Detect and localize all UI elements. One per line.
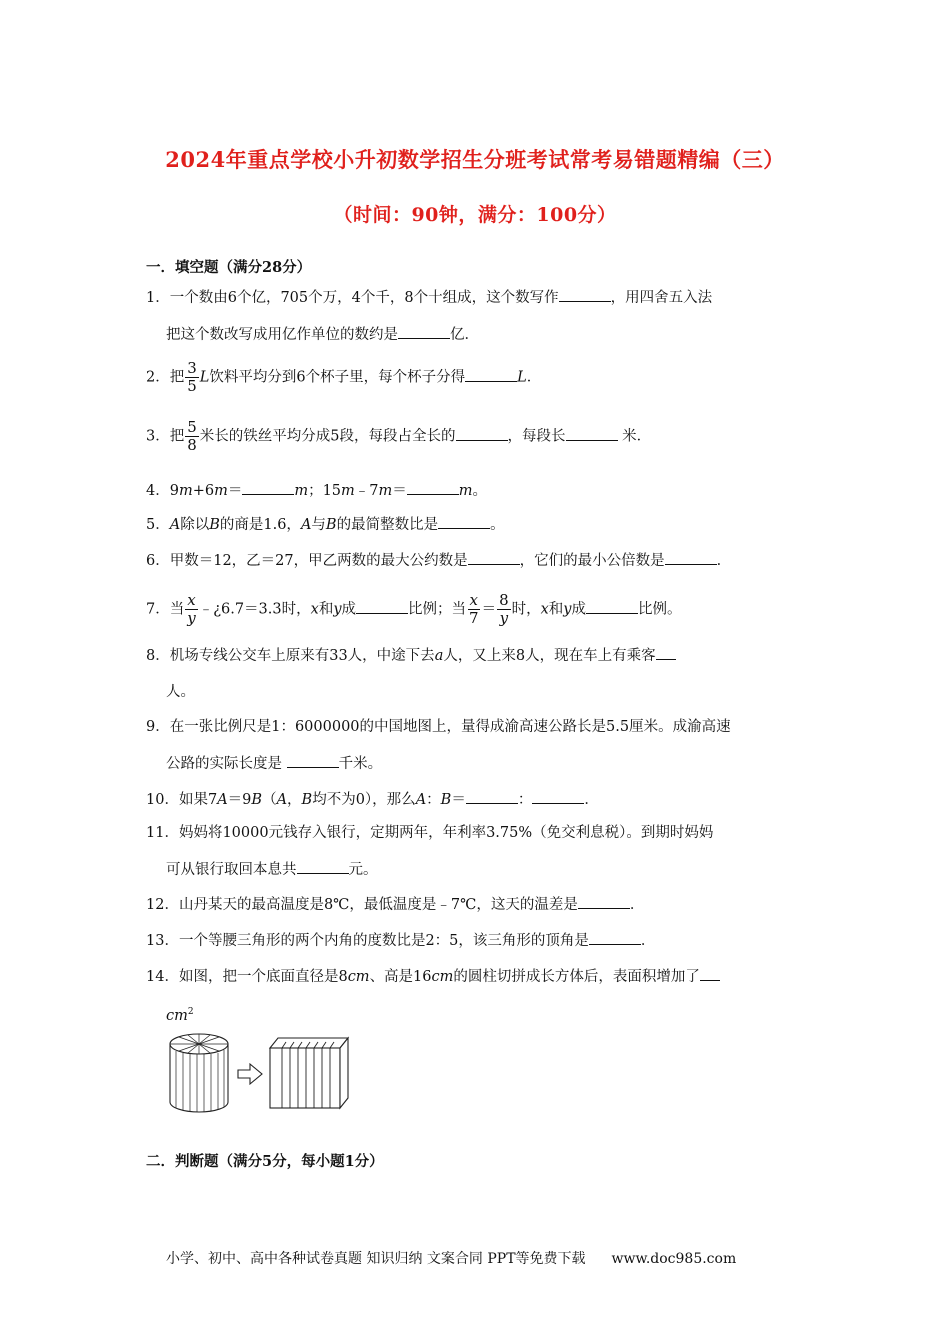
question-9-line-2: 公路的实际长度是 千米。 (166, 753, 382, 774)
answer-blank[interactable] (559, 287, 611, 302)
answer-blank[interactable] (242, 480, 294, 495)
answer-blank[interactable] (456, 426, 508, 441)
answer-blank[interactable] (468, 550, 520, 565)
fraction: $\frac{5}{8}$ (187, 418, 197, 454)
footer-link[interactable]: www.doc985.com (611, 1251, 737, 1267)
answer-blank[interactable] (466, 789, 518, 804)
answer-blank[interactable] (532, 789, 584, 804)
answer-blank[interactable] (589, 930, 641, 945)
section-heading-fill-blank: 一．填空题（满分28分） (146, 259, 312, 276)
page-title: 2024年重点学校小升初数学招生分班考试常考易错题精编（三） (165, 147, 785, 172)
question-10: 10．如果7A＝9B（A，B均不为0），那么A：B＝ ： ． (146, 789, 599, 810)
cylinder-drawing (170, 1034, 228, 1112)
answer-blank[interactable] (566, 426, 618, 441)
question-2: 2．把 $\frac{3}{5}$ L饮料平均分到6个杯子里，每个杯子分得 L． (146, 359, 542, 395)
arrow-icon (238, 1064, 262, 1084)
question-3: 3．把 $\frac{5}{8}$ 米长的铁丝平均分成5段，每段占全长的 ，每段长 米． (146, 418, 652, 454)
answer-blank[interactable] (356, 599, 408, 614)
answer-blank[interactable] (665, 550, 717, 565)
question-7: 7．当 $\frac{x}{y}$ ﹣¿6.7＝3.3时，x和y成 比例；当 $\frac{x}{7}$ ＝ $\frac{8}{y}$ 时，x和y成 比例。 (146, 591, 682, 627)
question-14: 14．如图，把一个底面直径是8cm、高是16cm的圆柱切拼成长方体后，表面积增加了 (146, 966, 720, 987)
question-11-line-2: 可从银行取回本息共 元。 (166, 859, 378, 880)
page-footer (166, 1248, 736, 1268)
answer-blank[interactable] (297, 859, 349, 874)
question-14-unit: $cm^2$ (166, 1007, 194, 1024)
answer-blank[interactable] (586, 599, 638, 614)
question-9-line-1: 9．在一张比例尺是1：6000000的中国地图上，量得成渝高速公路长是5.5厘米。成渝高速 (146, 719, 731, 735)
fraction: $\frac{x}{y}$ (187, 591, 196, 627)
footer-text: 小学、初中、高中各种试卷真题 知识归纳 文案合同 PPT等免费下载 (166, 1251, 586, 1267)
page-subtitle: （时间：90钟，满分：100分） (333, 204, 617, 226)
question-13: 13．一个等腰三角形的两个内角的度数比是2：5，该三角形的顶角是 ． (146, 930, 655, 951)
fraction: $\frac{8}{y}$ (499, 591, 509, 627)
answer-blank[interactable] (578, 894, 630, 909)
answer-blank[interactable] (407, 480, 459, 495)
section-heading-true-false: 二．判断题（满分5分，每小题1分） (146, 1153, 384, 1170)
question-4: 4．9m+6m＝ m；15m﹣7m＝ m。 (146, 480, 487, 501)
answer-blank[interactable] (398, 324, 450, 339)
answer-blank[interactable] (656, 645, 676, 660)
question-12: 12．山丹某天的最高温度是8℃，最低温度是﹣7℃，这天的温差是 ． (146, 894, 644, 915)
answer-blank[interactable] (465, 367, 517, 382)
question-1-line-2: 把这个数改写成用亿作单位的数约是 亿． (166, 324, 479, 345)
question-8-line-2: 人。 (166, 684, 195, 700)
cuboid-drawing (270, 1038, 348, 1108)
question-11-line-1: 11．妈妈将10000元钱存入银行，定期两年，年利率3.75%（免交利息税）。到期时妈妈 (146, 825, 714, 841)
question-8-line-1: 8．机场专线公交车上原来有33人，中途下去a人，又上来8人，现在车上有乘客 (146, 645, 676, 666)
answer-blank[interactable] (287, 753, 339, 768)
fraction: $\frac{3}{5}$ (187, 359, 197, 395)
cylinder-to-cuboid-figure (166, 1030, 356, 1116)
answer-blank[interactable] (438, 514, 490, 529)
fraction: $\frac{x}{7}$ (469, 591, 479, 627)
question-6: 6．甲数＝12，乙＝27，甲乙两数的最大公约数是 ，它们的最小公倍数是 ． (146, 550, 731, 571)
answer-blank[interactable] (700, 966, 720, 981)
question-1-line-1: 1．一个数由6个亿，705个万，4个千，8个十组成，这个数写作 ，用四舍五入法 (146, 287, 712, 308)
question-5: 5．A除以B的商是1.6，A与B的最简整数比是 。 (146, 514, 505, 535)
